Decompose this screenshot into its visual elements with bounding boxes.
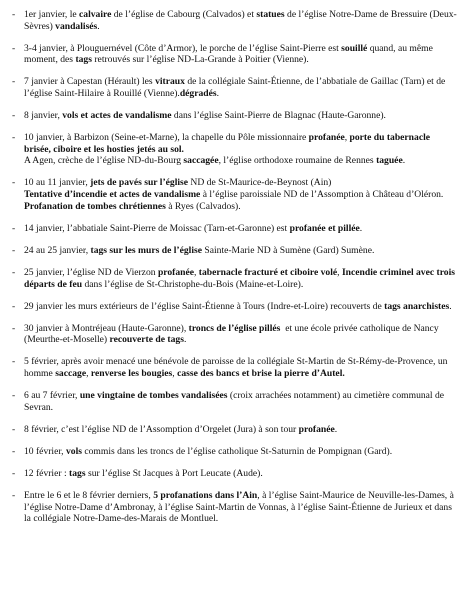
item-text: Sainte-Marie ND à Sumène (Gard) Sumène. — [201, 244, 375, 256]
list-item — [12, 446, 458, 458]
item-text: 8 janvier, — [24, 110, 63, 122]
bold-text: saccagée — [183, 155, 219, 167]
bold-text: troncs de l’église pillés — [188, 322, 281, 334]
bold-text: 5 profanations dans l’Ain — [153, 490, 258, 502]
bold-text: jets de pavés sur l’église — [90, 177, 189, 189]
item-text: et une école privée catholique de Nancy (Meurthe-et-Moselle) — [24, 322, 442, 346]
list-item — [12, 245, 458, 257]
bold-text: profanée et pillée — [289, 222, 360, 234]
item-text: , — [344, 132, 350, 144]
bold-text: Profanation de tombes chrétiennes — [24, 200, 166, 212]
list-item — [12, 223, 458, 235]
item-text: 25 janvier, l’église ND de Vierzon — [24, 266, 158, 278]
item-text: de la collégiale Saint-Étienne, de l’abbatiale de Gaillac (Tarn) et de l’église Saint-Hilaire à Rouillé (Vienne). — [24, 76, 448, 99]
list-item — [12, 110, 458, 122]
item-text: retrouvés sur l’église ND-La-Grande à Poitier (Vienne). — [91, 54, 309, 66]
item-text: . — [334, 423, 338, 435]
item-text: (croix arrachées notamment) au cimetière communal de Sevran. — [24, 390, 447, 413]
list-item — [12, 9, 458, 32]
item-text: ND de St-Maurice-de-Beynost (Ain) — [190, 177, 332, 189]
bold-text: statues — [256, 9, 285, 20]
item-text: quand, au même moment, des — [24, 42, 436, 66]
item-text: Entre le 6 et le 8 février derniers, — [24, 490, 154, 502]
list-item — [12, 390, 458, 413]
bold-text: tags anarchistes — [384, 300, 450, 312]
item-text: 3-4 janvier, à Plouguernével (Côte d’Armor), le porche de l’église Saint-Pierre est — [24, 42, 342, 54]
item-text: 7 janvier à Capestan (Hérault) les — [24, 76, 156, 88]
item-text: A Agen, crèche de l’église ND-du-Bourg — [24, 155, 182, 167]
list-item — [12, 424, 458, 436]
item-text: 10 au 11 janvier, — [24, 177, 91, 189]
item-text: 8 février, c’est l’église ND de l’Assomption d’Orgelet (Jura) à son tour — [24, 423, 299, 435]
list-item — [12, 323, 458, 346]
item-text: à Ryes (Calvados). — [165, 200, 241, 212]
item-text: 1er janvier, le — [24, 9, 80, 20]
item-text: 6 au 7 février, — [24, 390, 80, 402]
item-text: . — [359, 222, 363, 234]
item-text: sur l’église St Jacques à Port Leucate (Aude). — [85, 467, 263, 479]
item-text: commis dans les troncs de l’église catholique St-Saturnin de Pompignan (Gard). — [81, 445, 393, 457]
bold-text: souillé — [341, 42, 368, 54]
bold-text: tags sur les murs de l’église — [90, 244, 202, 256]
item-text: de l’église de Cabourg (Calvados) et — [111, 9, 257, 20]
bold-text: tags — [69, 467, 86, 479]
bold-text: profanée — [157, 266, 194, 278]
item-text: 24 au 25 janvier, — [24, 244, 91, 256]
item-text: 12 février : — [24, 467, 70, 479]
item-text: . — [183, 334, 187, 346]
item-text: 10 février, — [24, 445, 66, 457]
item-text: , à l’église Saint-Maurice de Neuville-les-Dames, à l’église Notre-Dame d’Ambronay, à l’église Saint-Martin de Vonnas, à l’église Saint-Étienne de Jurieux et dans la collégiale Notre-Dame-des-Marais de Montluel. — [24, 490, 457, 525]
bold-text: vandalisés — [55, 20, 98, 32]
item-text: . — [216, 87, 219, 99]
item-text: . — [97, 20, 100, 32]
bold-text: calvaire — [79, 9, 112, 20]
bold-text: vols et actes de vandalisme — [62, 110, 172, 122]
bold-text: taguée — [376, 155, 403, 167]
bold-text: une vingtaine de tombes vandalisées — [79, 390, 228, 402]
item-text: 29 janvier les murs extérieurs de l’église Saint-Étienne à Tours (Indre-et-Loire) recouverts de — [24, 300, 385, 312]
list-item — [12, 132, 458, 167]
bold-text: saccage — [55, 367, 87, 379]
list-item — [12, 43, 458, 66]
item-text: de l’église Notre-Dame de Bressuire (Deux-Sèvres) — [24, 9, 457, 32]
bold-text: renverse les bougies — [90, 367, 173, 379]
item-text: à l’église paroissiale ND de l’Assomption à Château d’Oléron. — [202, 189, 444, 201]
item-text: . — [449, 300, 452, 312]
item-text: 5 février, après avoir menacé une bénévole de paroisse de la collégiale St-Martin de St-Rémy-de-Provence, un homme — [24, 356, 450, 379]
item-text: , — [337, 266, 342, 278]
item-text: 10 janvier, à Barbizon (Seine-et-Marne), la chapelle du Pôle missionnaire — [24, 132, 309, 144]
bold-text: profanée — [308, 132, 345, 144]
list-item — [12, 356, 458, 379]
bold-text: Incendie criminel avec trois départs de feu — [24, 266, 458, 290]
item-text: , — [172, 367, 178, 379]
list-item — [12, 490, 458, 525]
list-item — [12, 177, 458, 212]
item-text: 30 janvier à Montréjeau (Haute-Garonne), — [24, 322, 189, 334]
item-text: . — [402, 155, 406, 167]
bold-text: recouverte de tags — [109, 334, 184, 346]
item-text: dans l’église de St-Christophe-du-Bois (Maine-et-Loire). — [82, 278, 304, 290]
bold-text: Tentative d’incendie et actes de vandalisme — [24, 189, 201, 201]
list-item — [12, 267, 458, 290]
bold-text: tags — [75, 54, 92, 66]
item-text: , l’église orthodoxe roumaine de Rennes — [218, 155, 377, 167]
bold-text: dégradés — [179, 87, 217, 99]
bold-text: vitraux — [155, 76, 185, 88]
bold-text: tabernacle fracturé et ciboire volé — [198, 266, 338, 278]
item-text: 14 janvier, l’abbatiale Saint-Pierre de Moissac (Tarn-et-Garonne) est — [24, 222, 290, 234]
bold-text: vols — [65, 445, 82, 457]
list-item — [12, 468, 458, 480]
bold-text: profanée — [298, 423, 335, 435]
item-text: , — [194, 266, 199, 278]
item-text: dans l’église Saint-Pierre de Blagnac (Haute-Garonne). — [171, 110, 386, 122]
item-text: , — [86, 367, 91, 379]
bold-text: porte du tabernacle brisée, ciboire et les hosties jetés au sol. — [24, 132, 433, 155]
list-item — [12, 76, 458, 99]
bold-text: casse des bancs et brise la pierre d’Autel. — [177, 367, 345, 379]
list-item — [12, 301, 458, 313]
